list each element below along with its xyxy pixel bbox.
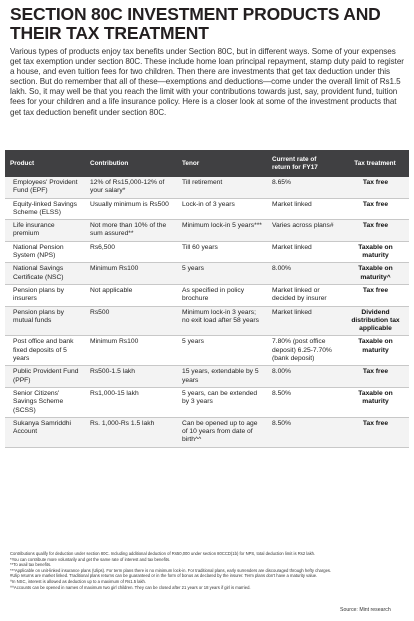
cell-tax-treatment: Tax free — [340, 284, 409, 306]
header-tax-treatment: Tax treatment — [340, 150, 409, 177]
cell-product: Senior Citizens' Savings Scheme (SCSS) — [5, 387, 85, 417]
table-row — [5, 198, 409, 220]
table-body — [5, 177, 409, 447]
cell-tenor: Lock-in of 3 years — [177, 198, 267, 220]
products-table-container — [5, 150, 409, 448]
cell-rate-of-return: 7.80% (post office deposit) 6.25-7.70% (bank deposit) — [267, 336, 340, 366]
cell-tenor: Can be opened up to age of 10 years from date of birth^^ — [177, 417, 267, 447]
cell-tax-treatment: Taxable on maturity — [340, 387, 409, 417]
cell-rate-of-return: Varies across plans# — [267, 220, 340, 242]
cell-tenor: As specified in policy brochure — [177, 284, 267, 306]
cell-product: Equity-linked Savings Scheme (ELSS) — [5, 198, 85, 220]
table-header — [5, 150, 409, 177]
cell-tenor: 5 years — [177, 263, 267, 285]
cell-tax-treatment: Tax free — [340, 177, 409, 198]
page-title: SECTION 80C INVESTMENT PRODUCTS AND THEIR TAX TREATMENT — [10, 4, 381, 43]
products-table — [5, 150, 409, 448]
cell-product: Pension plans by mutual funds — [5, 306, 85, 336]
cell-product: Pension plans by insurers — [5, 284, 85, 306]
table-row — [5, 284, 409, 306]
footnote-line: Contributions qualify for deduction under section 80C. Including additional deduction of Rs50,000 under section 80CCD(1b) for NPS, total deduction limit is Rs2 lakh. — [10, 551, 316, 556]
table-row — [5, 177, 409, 198]
cell-contribution: Minimum Rs100 — [85, 263, 177, 285]
footnote-line: ***Applicable on unit-linked insurance plans (Ulips). For term plans there is no minimum lock-in. For traditional plans, early surrenders are discouraged through hefty charges. — [10, 567, 332, 573]
cell-tenor: Till retirement — [177, 177, 267, 198]
cell-product: National Savings Certificate (NSC) — [5, 263, 85, 285]
cell-rate-of-return: Market linked — [267, 241, 340, 263]
footnote-line: *You can contribute more voluntarily and get the same rate of interest and tax benefits. — [10, 556, 171, 562]
table-row — [5, 263, 409, 285]
cell-tax-treatment: Tax free — [340, 417, 409, 447]
cell-rate-of-return: Market linked — [267, 306, 340, 336]
footnote-line: ^^Accounts can be opened in names of maximum two girl children. They can be closed after 21 years or 18 years if girl is married. — [10, 584, 251, 590]
cell-product: Life insurance premium — [5, 220, 85, 242]
table-row — [5, 366, 409, 388]
cell-tax-treatment: Tax free — [340, 198, 409, 220]
cell-rate-of-return: 8.00% — [267, 263, 340, 285]
cell-tax-treatment: Dividend distribution tax applicable — [340, 306, 409, 336]
cell-contribution: Minimum Rs100 — [85, 336, 177, 366]
table-row — [5, 306, 409, 336]
header-tenor: Tenor — [177, 150, 267, 177]
cell-tenor: Till 60 years — [177, 241, 267, 263]
cell-tax-treatment: Tax free — [340, 366, 409, 388]
table-row — [5, 220, 409, 242]
cell-tenor: 15 years, extendable by 5 years — [177, 366, 267, 388]
cell-tenor: 5 years — [177, 336, 267, 366]
table-row — [5, 417, 409, 447]
header-contribution: Contribution — [85, 150, 177, 177]
cell-contribution: Not more than 10% of the sum assured** — [85, 220, 177, 242]
cell-tax-treatment: Taxable on maturity — [340, 336, 409, 366]
cell-tenor: Minimum lock-in 3 years; no exit load after 58 years — [177, 306, 267, 336]
header-rate-of-return: Current rate of return for FY17 — [267, 150, 340, 177]
cell-contribution: Rs500-1.5 lakh — [85, 366, 177, 388]
cell-rate-of-return: 8.50% — [267, 387, 340, 417]
header-product: Product — [5, 150, 85, 177]
footnotes — [10, 551, 408, 590]
cell-rate-of-return: 8.00% — [267, 366, 340, 388]
cell-tax-treatment: Tax free — [340, 220, 409, 242]
table-row — [5, 387, 409, 417]
footnote-line: #Ulip returns are market linked. Traditional plans returns can be guaranteed or in the form of bonus as declared by the insurer. Term plans don't have a maturity value. — [10, 573, 318, 579]
cell-tenor: Minimum lock-in 5 years*** — [177, 220, 267, 242]
cell-product: Public Provident Fund (PPF) — [5, 366, 85, 388]
cell-tenor: 5 years, can be extended by 3 years — [177, 387, 267, 417]
cell-contribution: Rs. 1,000-Rs 1.5 lakh — [85, 417, 177, 447]
cell-contribution: Rs500 — [85, 306, 177, 336]
table-row — [5, 241, 409, 263]
cell-product: National Pension System (NPS) — [5, 241, 85, 263]
cell-product: Post office and bank fixed deposits of 5 years — [5, 336, 85, 366]
source-credit: Source: Mint research — [340, 607, 391, 613]
footnote-line: ^In NSC, interest is allowed as deduction up to a maximum of Rs1.5 lakh. — [10, 578, 147, 584]
cell-tax-treatment: Taxable on maturity^ — [340, 263, 409, 285]
cell-contribution: Usually minimum is Rs500 — [85, 198, 177, 220]
cell-contribution: Rs6,500 — [85, 241, 177, 263]
cell-contribution: Rs1,000-15 lakh — [85, 387, 177, 417]
intro-paragraph: Various types of products enjoy tax benefits under Section 80C, but in different ways. Some of your expenses get tax exemption under section 80C. These include home loan principal repayment, stamp duty paid to register a house, and even tuition fees for two children. Then there are investments that get tax deduction under this section. But do remember that all of these—exemptions and deductions—come under the overall limit of Rs1.5 lakh. So, it may well be that you reach the limit with your contributions towards just, say, provident fund, tuition fees for your children and a life insurance policy. Here is a closer look at some of the investment products that get tax deduction benefit under section 80C. — [10, 47, 404, 117]
cell-rate-of-return: Market linked or decided by insurer — [267, 284, 340, 306]
cell-product: Sukanya Samriddhi Account — [5, 417, 85, 447]
cell-rate-of-return: 8.65% — [267, 177, 340, 198]
footnote-line: **To avail tax benefits. — [10, 562, 52, 568]
table-header-row — [5, 150, 409, 177]
cell-rate-of-return: Market linked — [267, 198, 340, 220]
cell-rate-of-return: 8.50% — [267, 417, 340, 447]
cell-contribution: 12% of Rs15,000-12% of your salary* — [85, 177, 177, 198]
table-row — [5, 336, 409, 366]
cell-tax-treatment: Taxable on maturity — [340, 241, 409, 263]
cell-product: Employees' Provident Fund (EPF) — [5, 177, 85, 198]
cell-contribution: Not applicable — [85, 284, 177, 306]
